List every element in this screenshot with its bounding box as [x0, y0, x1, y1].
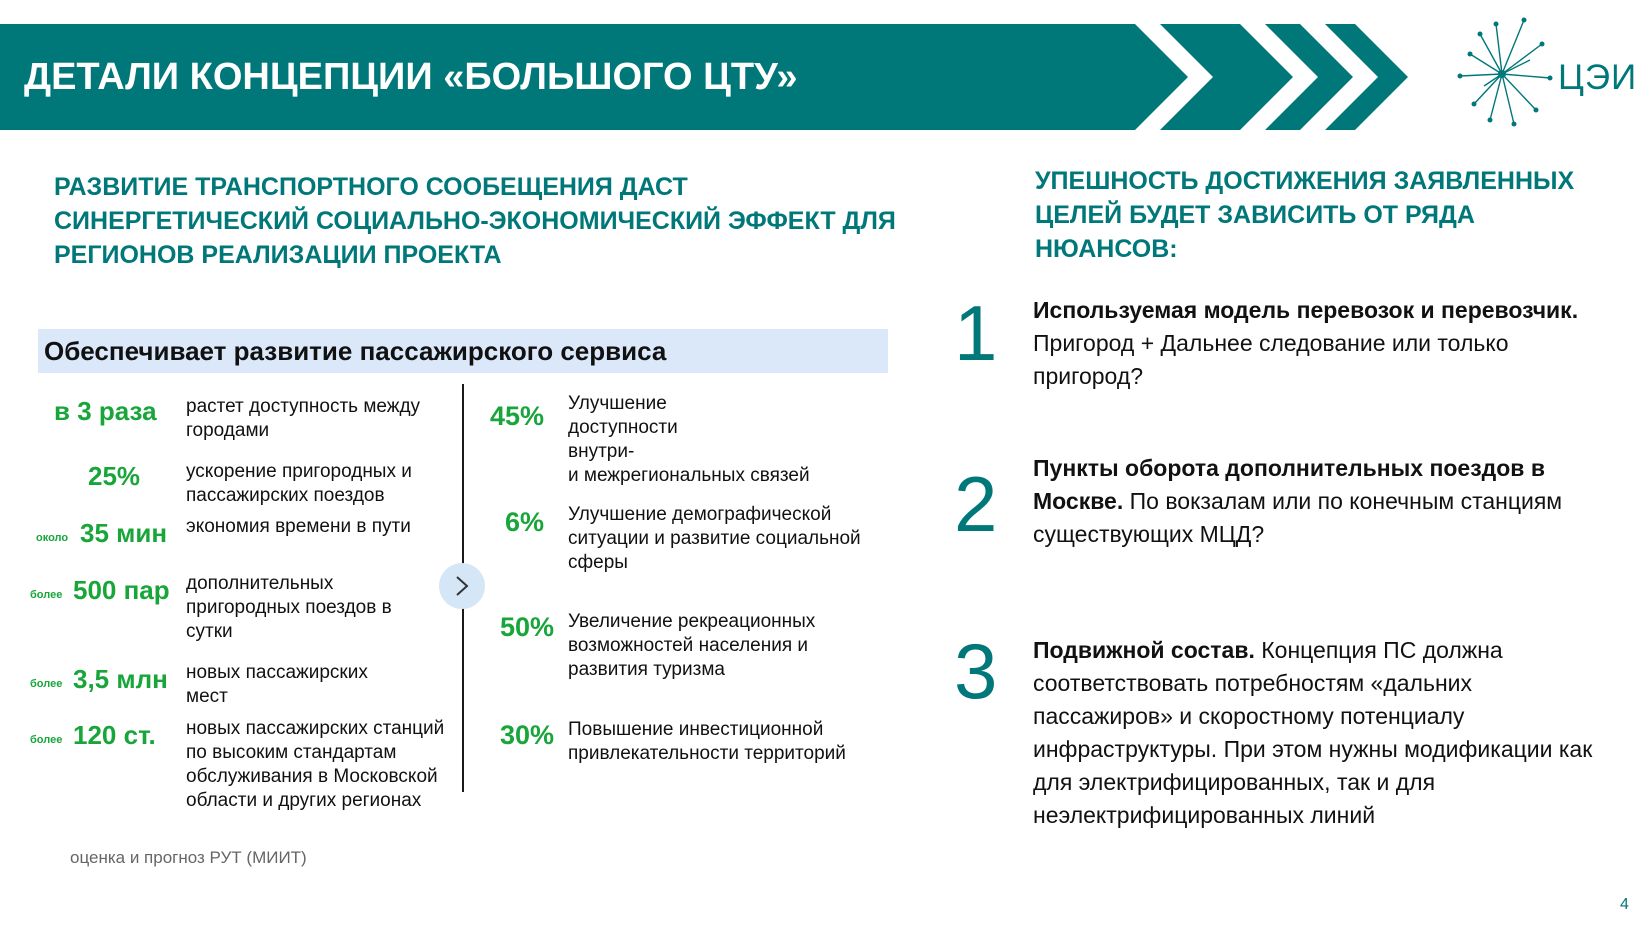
- effect-value: 6%: [505, 507, 545, 537]
- effect-description: Улучшение демографической ситуации и развитие социальной сферы: [568, 504, 861, 573]
- nuance-number: 3: [954, 627, 998, 715]
- nuance-body-text: По вокзалам или по конечным станциям существующих МЦД?: [1033, 488, 1563, 547]
- stat-prefix: более: [30, 589, 63, 601]
- nuance-bold-text: Используемая модель перевозок и перевозчик.: [1033, 297, 1579, 323]
- stat-value: 500 пар: [73, 575, 170, 605]
- stat-description: ускорение пригородных и пассажирских поездов: [186, 461, 412, 506]
- right-section-heading: УПЕШНОСТЬ ДОСТИЖЕНИЯ ЗАЯВЛЕННЫХ ЦЕЛЕЙ БУДЕТ ЗАВИСИТЬ ОТ РЯДА НЮАНСОВ:: [1035, 167, 1575, 263]
- stat-value: 25%: [88, 461, 141, 491]
- stat-prefix: около: [36, 532, 69, 544]
- page-title: ДЕТАЛИ КОНЦЕПЦИИ «БОЛЬШОГО ЦТУ»: [24, 56, 798, 98]
- stat-value: 120 ст.: [73, 720, 156, 750]
- stat-description: дополнительных пригородных поездов в сутки: [186, 573, 392, 642]
- stat-value: 3,5 млн: [73, 664, 168, 694]
- nuance-number: 2: [954, 460, 998, 548]
- chevron-right-icon: [453, 574, 471, 598]
- effect-description-line: Улучшение доступности внутри-: [568, 393, 678, 462]
- effect-value: 50%: [500, 612, 555, 642]
- stat-description: новых пассажирских мест: [186, 662, 368, 707]
- arrow-button[interactable]: [439, 563, 485, 609]
- nuance-body-text: Пригород + Дальнее следование или только пригород?: [1033, 330, 1509, 389]
- stat-description: новых пассажирских станций по высоким стандартам обслуживания в Московской области и других регионах: [186, 718, 445, 811]
- effect-value: 45%: [490, 401, 545, 431]
- nuance-bold-text: Пункты оборота дополнительных поездов в Москве.: [1033, 455, 1545, 514]
- logo-text: ЦЭИ: [1558, 58, 1638, 97]
- stat-description: растет доступность между городами: [186, 396, 421, 441]
- effect-description-line: и межрегиональных связей: [568, 465, 810, 486]
- stat-prefix: более: [30, 734, 63, 746]
- stat-description: экономия времени в пути: [186, 516, 411, 537]
- stat-prefix: более: [30, 678, 63, 690]
- page-number: 4: [1620, 896, 1629, 913]
- nuance-body-text: Концепция ПС должна соответствовать потребностям «дальних пассажиров» и скоростному потенциалу инфраструктуры. При этом нужны модификации как для электрифицированных, так и для неэлектрифицированных линий: [1033, 637, 1593, 828]
- service-title-bar: [38, 329, 888, 373]
- nuance-number: 1: [954, 289, 998, 377]
- nuance-text: [1033, 294, 1603, 393]
- effect-description: [568, 392, 878, 488]
- effect-description: Повышение инвестиционной привлекательности территорий: [568, 719, 846, 764]
- nuance-text: [1033, 452, 1593, 551]
- effect-description: Увеличение рекреационных возможностей населения и развития туризма: [568, 611, 816, 680]
- source-note: оценка и прогноз РУТ (МИИТ): [70, 848, 307, 867]
- service-title: Обеспечивает развитие пассажирского сервиса: [44, 336, 667, 366]
- left-section-heading: РАЗВИТИЕ ТРАНСПОРТНОГО СООБЕЩЕНИЯ ДАСТ СИНЕРГЕТИЧЕСКИЙ СОЦИАЛЬНО-ЭКОНОМИЧЕСКИЙ ЭФФЕКТ ДЛЯ РЕГИОНОВ РЕАЛИЗАЦИИ ПРОЕКТА: [54, 173, 896, 269]
- nuance-text: [1033, 634, 1603, 832]
- nuance-bold-text: Подвижной состав.: [1033, 637, 1255, 663]
- effect-value: 30%: [500, 720, 555, 750]
- stat-value: в 3 раза: [54, 396, 157, 426]
- stat-value: 35 мин: [80, 518, 168, 548]
